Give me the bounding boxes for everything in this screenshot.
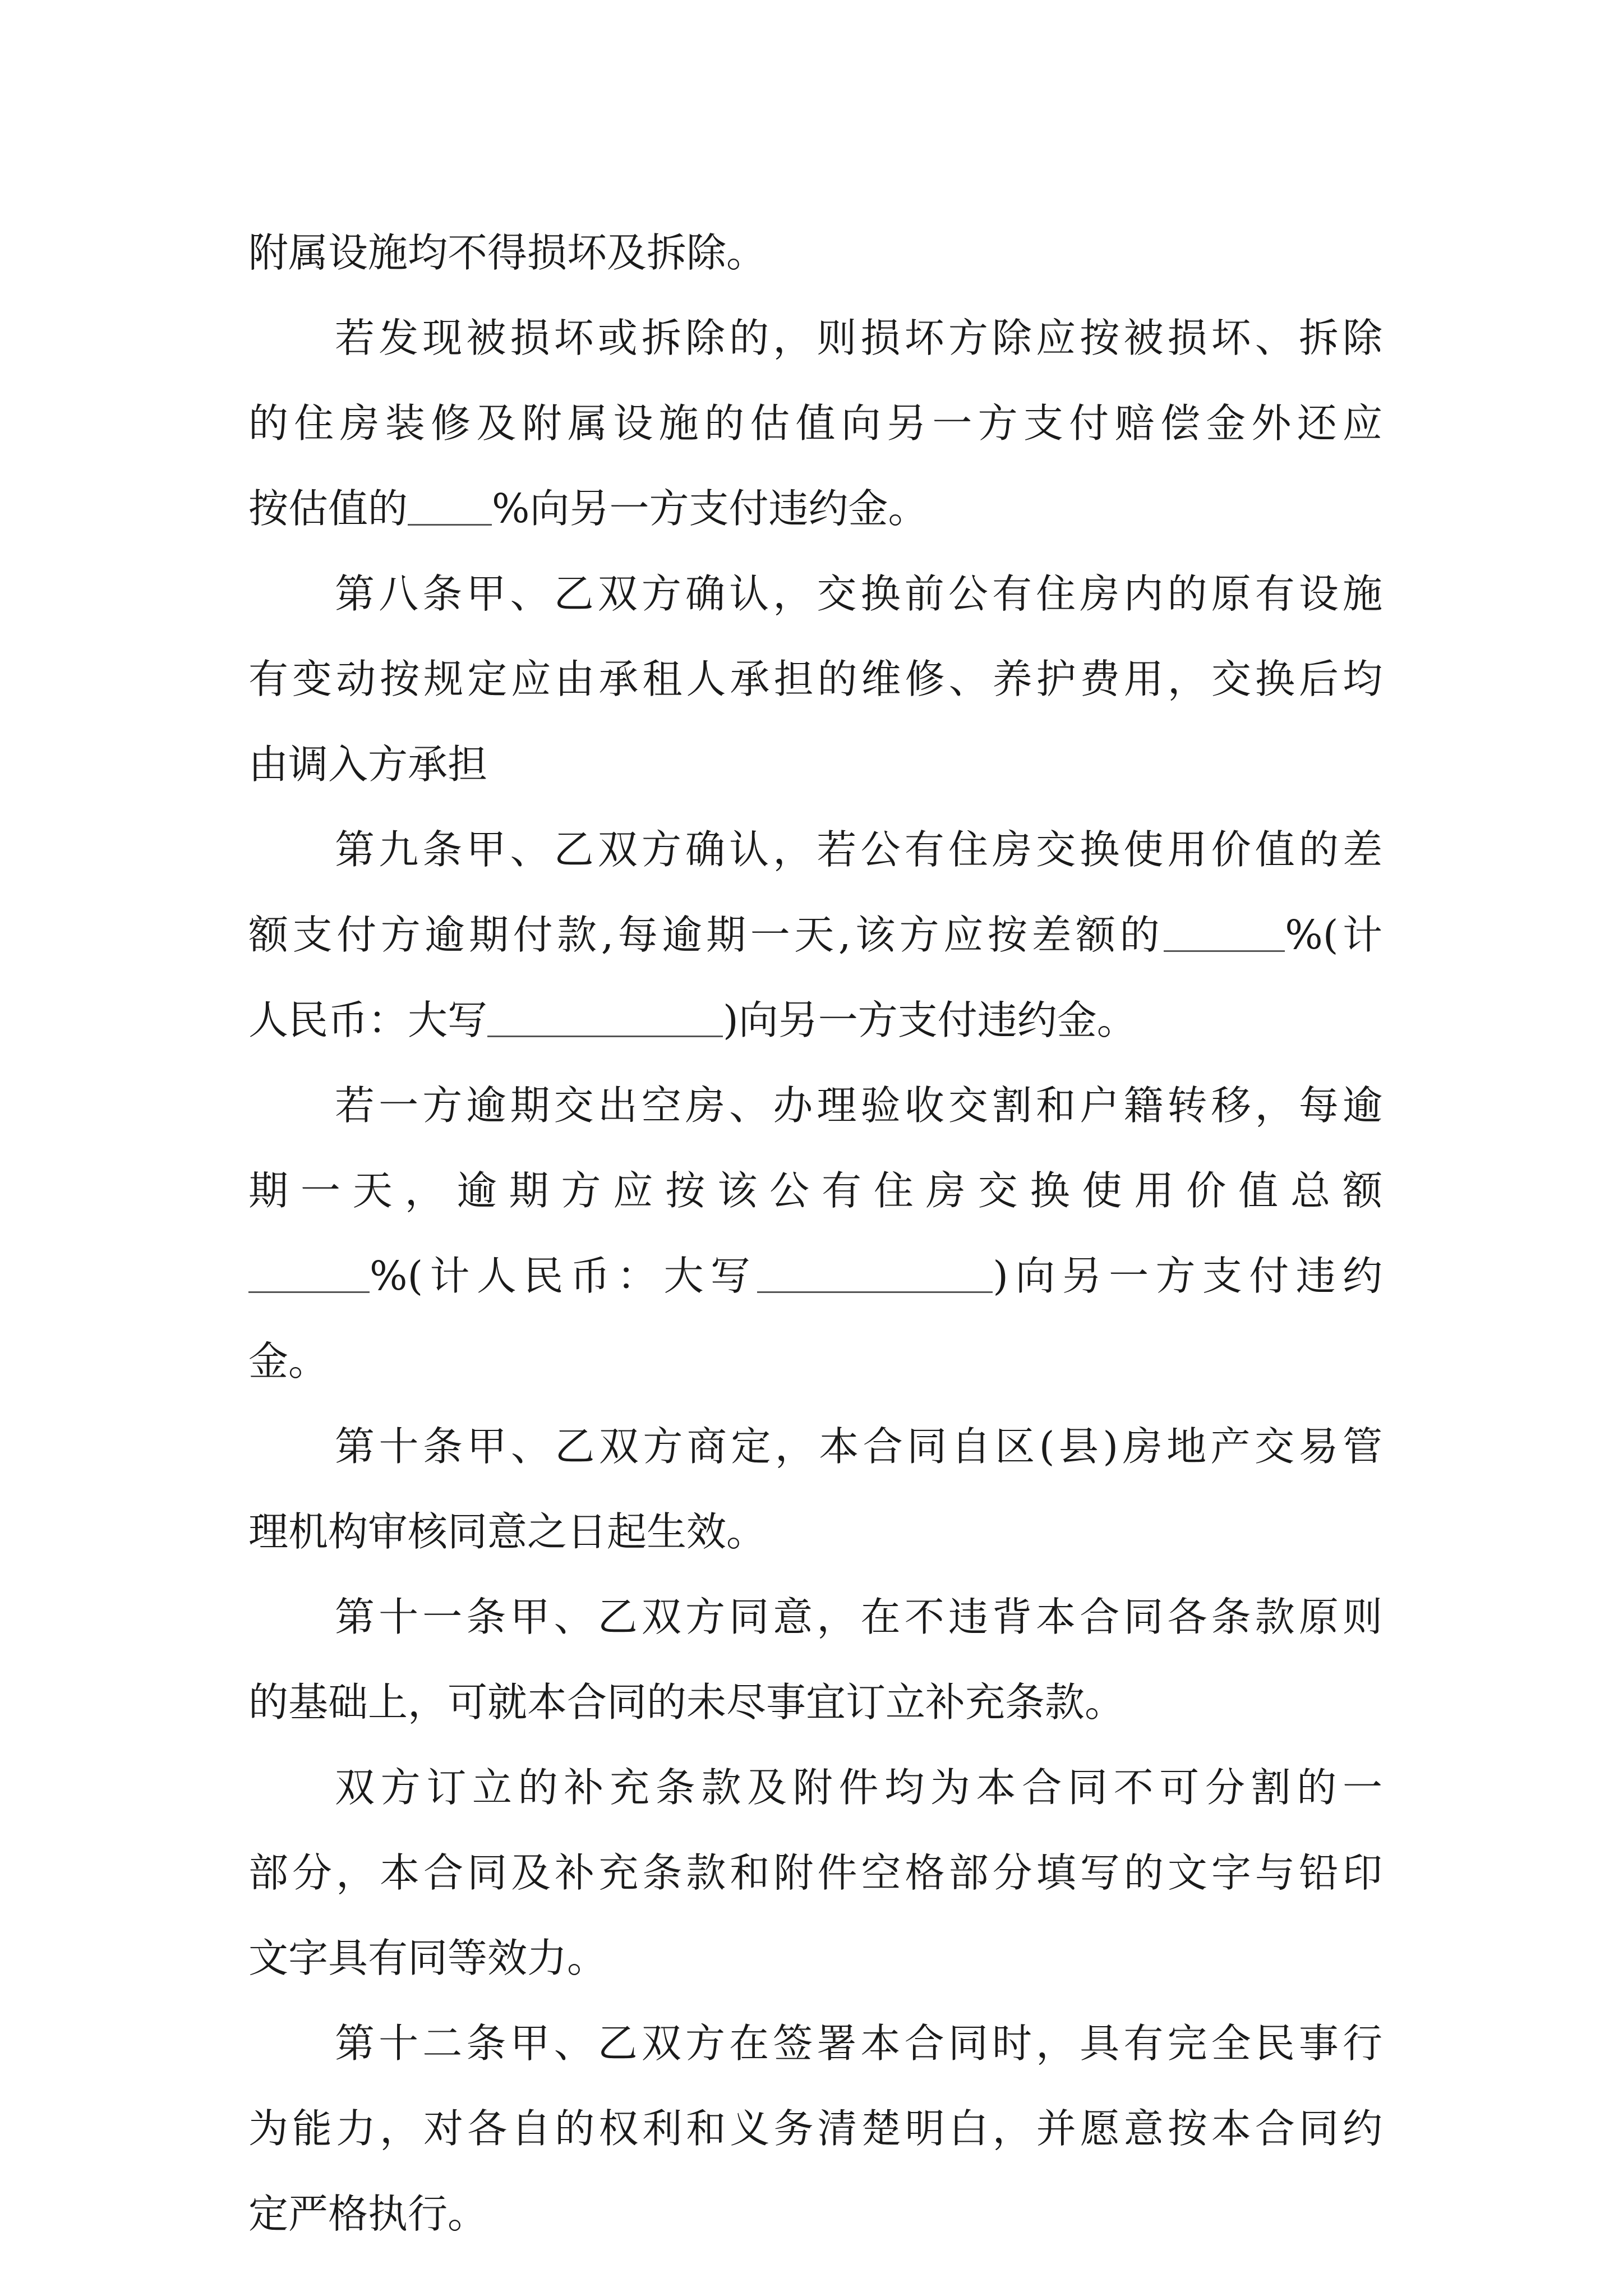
fill-in-blank: [1164, 912, 1285, 951]
text-line: 由调入方承担: [248, 741, 488, 788]
text-line: 的基础上，可就本合同的未尽事宜订立补充条款。: [248, 1679, 1125, 1726]
text-line: 第十二条甲、乙双方在签署本合同时，具有完全民事行: [335, 2020, 1382, 2067]
text-line: %(计人民币：大写 )向另一方支付违约: [248, 1234, 1382, 1319]
fill-in-blank: [408, 486, 492, 525]
text-line: 理机构审核同意之日起生效。: [248, 1508, 767, 1555]
text-line: 第九条甲、乙双方确认，若公有住房交换使用价值的差: [335, 826, 1382, 873]
text-line: 人民币：大写 )向另一方支付违约金。: [248, 997, 1137, 1043]
text-line: 定严格执行。: [248, 2191, 488, 2237]
fill-in-blank: [248, 1253, 370, 1292]
text-line: 部分，本合同及补充条款和附件空格部分填写的文字与铅印: [248, 1849, 1382, 1896]
text-line: 若一方逾期交出空房、办理验收交割和户籍转移，每逾: [335, 1082, 1382, 1129]
text-line: 金。: [248, 1338, 329, 1384]
text-line: 为能力，对各自的权利和义务清楚明白，并愿意按本合同约: [248, 2105, 1382, 2152]
text-line: 第十一条甲、乙双方同意，在不违背本合同各条款原则: [335, 1594, 1382, 1640]
text-line: 有变动按规定应由承租人承担的维修、养护费用，交换后均: [248, 656, 1382, 702]
text-line: 的住房装修及附属设施的估值向另一方支付赔偿金外还应: [248, 400, 1382, 447]
contract-text: [248, 210, 1382, 2257]
fill-in-blank: [757, 1253, 993, 1292]
text-line: 第八条甲、乙双方确认，交换前公有住房内的原有设施: [335, 570, 1382, 617]
text-line: 双方订立的补充条款及附件均为本合同不可分割的一: [335, 1764, 1382, 1811]
text-line: 附属设施均不得损坏及拆除。: [248, 229, 767, 276]
fill-in-blank: [487, 997, 723, 1037]
text-line: 额支付方逾期付款,每逾期一天,该方应按差额的 %(计: [248, 912, 1382, 958]
text-line: 第十条甲、乙双方商定，本合同自区(县)房地产交易管: [335, 1423, 1382, 1470]
text-line: 期一天，逾期方应按该公有住房交换使用价值总额: [248, 1167, 1382, 1214]
text-line: 按估值的 %向另一方支付违约金。: [248, 485, 928, 532]
text-line: 若发现被损坏或拆除的，则损坏方除应按被损坏、拆除: [335, 315, 1382, 361]
text-line: 文字具有同等效力。: [248, 1935, 607, 1981]
